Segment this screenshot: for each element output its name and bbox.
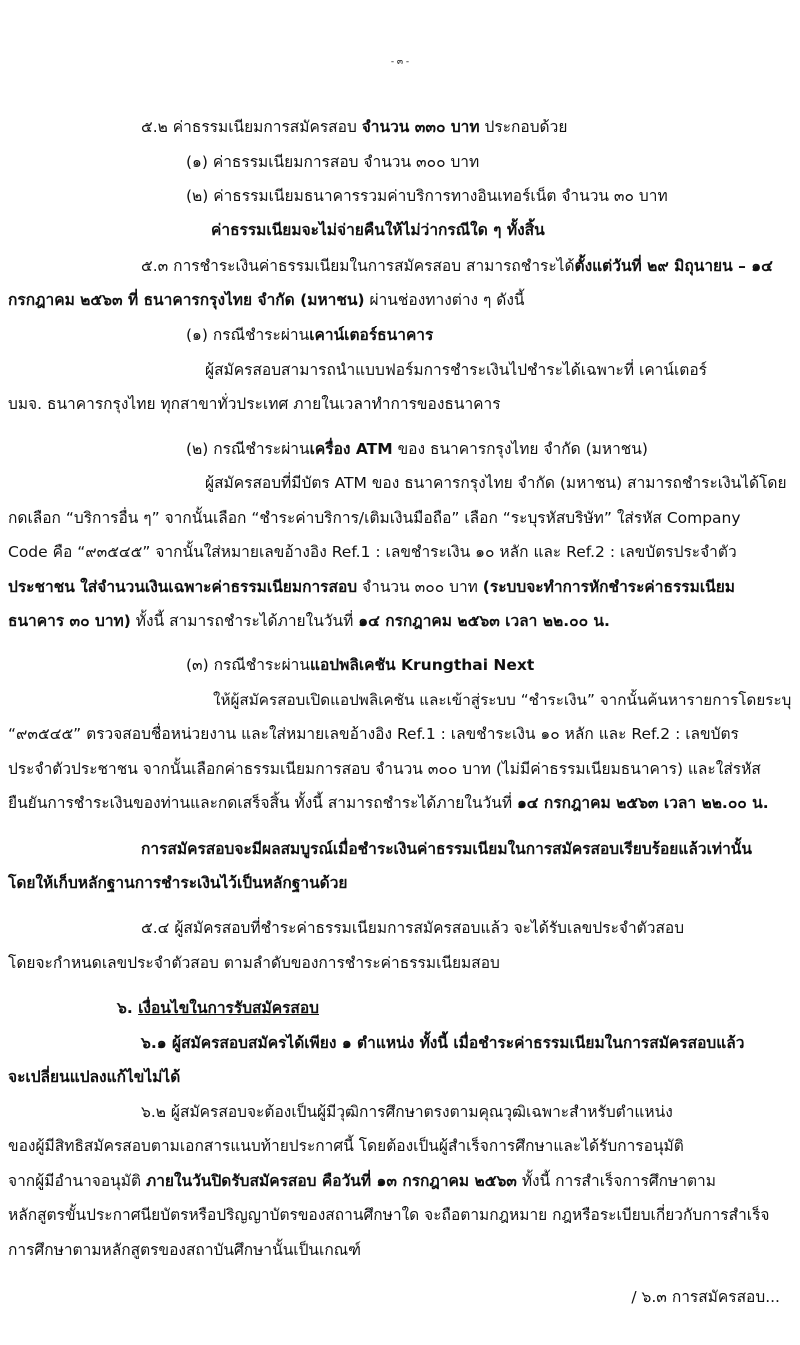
section-5-3-dates: ตั้งแต่วันที่ ๒๙ มิถุนายน – ๑๔ xyxy=(574,257,773,275)
section-5-3-line-1 xyxy=(141,259,773,275)
case-2-amount-label: ประชาชน ใส่จำนวนเงินเฉพาะค่าธรรมเนียมการสอบ xyxy=(8,578,358,596)
section-6-2-line-3 xyxy=(8,1174,716,1190)
fee-item-2: (๒) ค่าธรรมเนียมธนาคารรวมค่าบริการทางอินเทอร์เน็ต จำนวน ๓๐ บาท xyxy=(186,187,668,205)
case-3-number: (๓) กรณีชำระผ่าน xyxy=(186,656,310,674)
case-2-line-4 xyxy=(8,580,735,596)
section-5-3-channels: ผ่านช่องทางต่าง ๆ ดังนี้ xyxy=(364,291,525,309)
section-6-1-line-2: จะเปลี่ยนแปลงแก้ไขไม่ได้ xyxy=(8,1068,181,1086)
section-5-2-suffix: ประกอบด้วย xyxy=(479,118,568,136)
case-1-number: (๑) กรณีชำระผ่าน xyxy=(186,326,310,344)
case-2-bank: ของ ธนาคารกรุงไทย จำกัด (มหาชน) xyxy=(392,440,648,458)
section-5-4-line-1: ๕.๔ ผู้สมัครสอบที่ชำระค่าธรรมเนียมการสมัครสอบแล้ว จะได้รับเลขประจำตัวสอบ xyxy=(141,919,685,937)
case-1-heading xyxy=(186,328,433,344)
case-2-number: (๒) กรณีชำระผ่าน xyxy=(186,440,310,458)
section-6-2-deadline: ภายในวันปิดรับสมัครสอบ คือวันที่ ๑๓ กรกฎาคม ๒๕๖๓ xyxy=(145,1172,517,1190)
case-2-deadline: ๑๔ กรกฎาคม ๒๕๖๓ เวลา ๒๒.๐๐ น. xyxy=(358,612,610,630)
case-2-channel: เครื่อง ATM xyxy=(309,440,393,458)
section-5-4-line-2: โดยจะกำหนดเลขประจำตัวสอบ ตามลำดับของการชำระค่าธรรมเนียมสอบ xyxy=(8,954,500,972)
section-6-1-line-1: ๖.๑ ผู้สมัครสอบสมัครได้เพียง ๑ ตำแหน่ง ทั้งนี้ เมื่อชำระค่าธรรมเนียมในการสมัครสอบแล้ว xyxy=(141,1034,745,1052)
section-6-2-line-2: ของผู้มีสิทธิสมัครสอบตามเอกสารแนบท้ายประกาศนี้ โดยต้องเป็นผู้สำเร็จการศึกษาและได้รับการอนุมัติ xyxy=(8,1137,684,1155)
case-2-deadline-label: ทั้งนี้ สามารถชำระได้ภายในวันที่ xyxy=(130,612,359,630)
case-2-line-3: Code คือ “๙๓๕๔๕” จากนั้นใส่หมายเลขอ้างอิง Ref.1 : เลขชำระเงิน ๑๐ หลัก และ Ref.2 : เลขบัตรประจำตัว xyxy=(8,543,737,561)
case-1-channel: เคาน์เตอร์ธนาคาร xyxy=(309,326,434,344)
no-refund-notice: ค่าธรรมเนียมจะไม่จ่ายคืนให้ไม่ว่ากรณีใด ๆ ทั้งสิ้น xyxy=(211,221,545,239)
continuation-marker: / ๖.๓ การสมัครสอบ... xyxy=(631,1288,780,1306)
case-1-line-2: บมจ. ธนาคารกรุงไทย ทุกสาขาทั่วประเทศ ภายในเวลาทำการของธนาคาร xyxy=(8,395,501,413)
section-6-2-graduation: ทั้งนี้ การสำเร็จการศึกษาตาม xyxy=(516,1172,716,1190)
completion-note-line-2: โดยให้เก็บหลักฐานการชำระเงินไว้เป็นหลักฐานด้วย xyxy=(8,874,348,892)
section-5-2-text: ๕.๒ ค่าธรรมเนียมการสมัครสอบ xyxy=(141,118,362,136)
section-6-2-approver: จากผู้มีอำนาจอนุมัติ xyxy=(8,1172,146,1190)
fee-item-1: (๑) ค่าธรรมเนียมการสอบ จำนวน ๓๐๐ บาท xyxy=(186,153,480,171)
case-3-heading xyxy=(186,658,534,674)
case-3-line-4 xyxy=(8,796,769,812)
section-5-3-text: ๕.๓ การชำระเงินค่าธรรมเนียมในการสมัครสอบ สามารถชำระได้ xyxy=(141,257,575,275)
section-6-2-line-1: ๖.๒ ผู้สมัครสอบจะต้องเป็นผู้มีวุฒิการศึกษาตรงตามคุณวุฒิเฉพาะสำหรับตำแหน่ง xyxy=(141,1103,673,1121)
case-1-line-1: ผู้สมัครสอบสามารถนำแบบฟอร์มการชำระเงินไปชำระได้เฉพาะที่ เคาน์เตอร์ xyxy=(205,361,707,379)
case-2-fee-note: (ระบบจะทำการหักชำระค่าธรรมเนียม xyxy=(482,578,736,596)
case-2-line-5 xyxy=(8,614,610,630)
case-2-fee-note-end: ธนาคาร ๓๐ บาท) xyxy=(8,612,131,630)
section-5-3-bank: กรกฎาคม ๒๕๖๓ ที่ ธนาคารกรุงไทย จำกัด (มหาชน) xyxy=(8,291,365,309)
section-6-heading xyxy=(117,1001,319,1017)
page-number: - ๓ - xyxy=(390,57,410,67)
case-3-line-1: ให้ผู้สมัครสอบเปิดแอปพลิเคชัน และเข้าสู่ระบบ “ชำระเงิน” จากนั้นค้นหารายการโดยระบุ xyxy=(213,691,792,709)
section-5-2-line xyxy=(141,120,567,136)
case-2-line-2: กดเลือก “บริการอื่น ๆ” จากนั้นเลือก “ชำระค่าบริการ/เติมเงินมือถือ” เลือก “ระบุรหัสบริษัท” ใส่รหัส Company xyxy=(8,509,741,527)
completion-note-line-1: การสมัครสอบจะมีผลสมบูรณ์เมื่อชำระเงินค่าธรรมเนียมในการสมัครสอบเรียบร้อยแล้วเท่านั้น xyxy=(141,840,752,858)
case-3-deadline: ๑๔ กรกฎาคม ๒๕๖๓ เวลา ๒๒.๐๐ น. xyxy=(516,794,769,812)
case-3-line-2: “๙๓๕๔๕” ตรวจสอบชื่อหน่วยงาน และใส่หมายเลขอ้างอิง Ref.1 : เลขชำระเงิน ๑๐ หลัก และ Ref.2 : เลขบัตร xyxy=(8,725,739,743)
section-5-3-line-2 xyxy=(8,293,525,309)
section-5-2-amount: จำนวน ๓๓๐ บาท xyxy=(361,118,480,136)
case-2-line-1: ผู้สมัครสอบที่มีบัตร ATM ของ ธนาคารกรุงไทย จำกัด (มหาชน) สามารถชำระเงินได้โดย xyxy=(205,474,787,492)
case-3-line-3: ประจำตัวประชาชน จากนั้นเลือกค่าธรรมเนียมการสอบ จำนวน ๓๐๐ บาท (ไม่มีค่าธรรมเนียมธนาคาร) และใส่รหัส xyxy=(8,760,761,778)
case-3-channel: แอปพลิเคชัน Krungthai Next xyxy=(309,656,535,674)
section-6-number: ๖. xyxy=(117,999,139,1017)
section-6-title: เงื่อนไขในการรับสมัครสอบ xyxy=(138,999,320,1017)
case-2-heading xyxy=(186,442,648,458)
section-6-2-line-5: การศึกษาตามหลักสูตรของสถาบันศึกษานั้นเป็นเกณฑ์ xyxy=(8,1241,361,1259)
case-2-amount: จำนวน ๓๐๐ บาท xyxy=(357,578,483,596)
section-6-2-line-4: หลักสูตรขั้นประกาศนียบัตรหรือปริญญาบัตรของสถานศึกษาใด จะถือตามกฎหมาย กฎหรือระเบียบเกี่ยวกับการสำเร็จ xyxy=(8,1206,770,1224)
case-3-deadline-label: ยืนยันการชำระเงินของท่านและกดเสร็จสิ้น ทั้งนี้ สามารถชำระได้ภายในวันที่ xyxy=(8,794,517,812)
